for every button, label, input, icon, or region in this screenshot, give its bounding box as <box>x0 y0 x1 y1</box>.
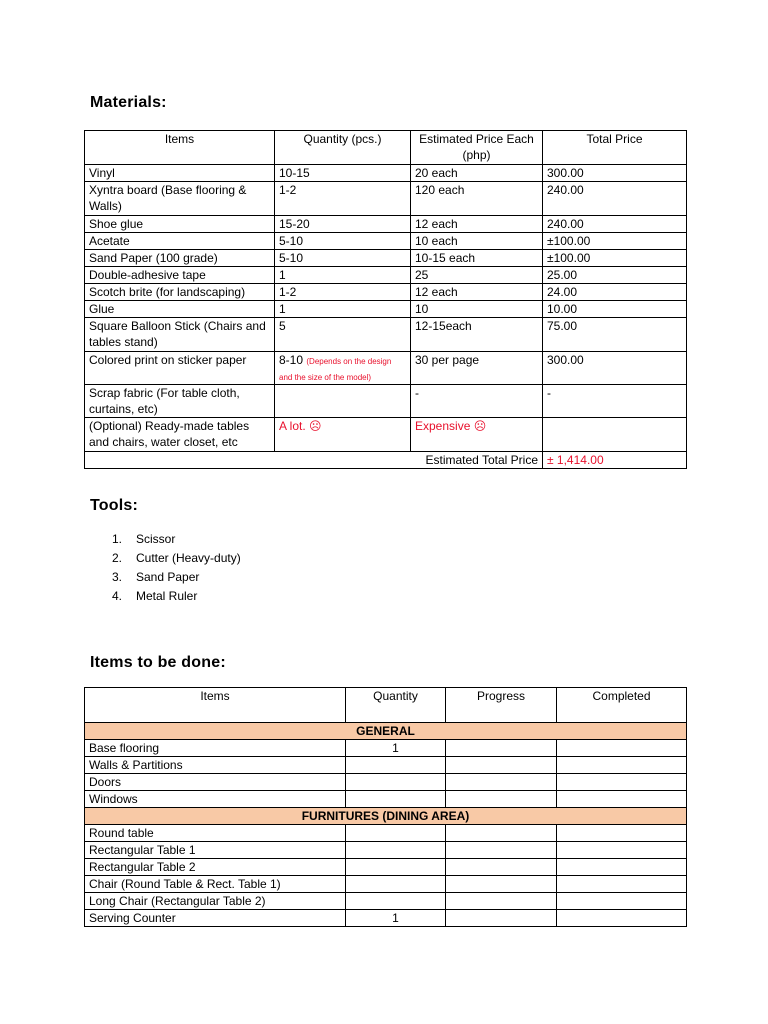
cell-qty: 1-2 <box>275 182 411 216</box>
section-title: FURNITURES (DINING AREA) <box>85 808 687 825</box>
table-row <box>85 216 687 233</box>
table-row <box>85 876 687 893</box>
header-items: Items <box>85 688 346 723</box>
cell-price: 120 each <box>411 182 543 216</box>
cell-completed <box>557 791 687 808</box>
cell-item: Long Chair (Rectangular Table 2) <box>85 893 346 910</box>
table-row <box>85 910 687 927</box>
cell-qty: 10-15 <box>275 165 411 182</box>
list-item: 3. Sand Paper <box>112 570 200 584</box>
table-row <box>85 757 687 774</box>
cell-completed <box>557 910 687 927</box>
header-total-price: Total Price <box>543 131 687 165</box>
cell-qty: 1 <box>275 267 411 284</box>
cell-completed <box>557 757 687 774</box>
cell-qty: 5-10 <box>275 233 411 250</box>
cell-item: Windows <box>85 791 346 808</box>
total-value: ± 1,414.00 <box>543 452 687 469</box>
todo-table <box>84 687 687 927</box>
cell-item: Serving Counter <box>85 910 346 927</box>
cell-price: 10 each <box>411 233 543 250</box>
cell-progress <box>446 842 557 859</box>
cell-total: 24.00 <box>543 284 687 301</box>
cell-item: Glue <box>85 301 275 318</box>
header-price-each: Estimated Price Each (php) <box>411 131 543 165</box>
cell-item: Doors <box>85 774 346 791</box>
cell-qty: 5 <box>275 318 411 352</box>
table-row <box>85 352 687 385</box>
tool-label: Scissor <box>136 532 176 546</box>
cell-item: Base flooring <box>85 740 346 757</box>
table-row <box>85 418 687 452</box>
table-row <box>85 284 687 301</box>
cell-progress <box>446 757 557 774</box>
cell-total: 75.00 <box>543 318 687 352</box>
cell-qty <box>346 791 446 808</box>
cell-price: 12-15each <box>411 318 543 352</box>
table-row <box>85 825 687 842</box>
cell-qty <box>346 774 446 791</box>
cell-progress <box>446 893 557 910</box>
cell-total: 25.00 <box>543 267 687 284</box>
table-row <box>85 267 687 284</box>
tool-label: Metal Ruler <box>136 589 198 603</box>
table-row <box>85 250 687 267</box>
cell-completed <box>557 740 687 757</box>
cell-qty: 1 <box>275 301 411 318</box>
table-row <box>85 385 687 418</box>
qty-value: 8-10 <box>279 353 304 367</box>
table-row <box>85 301 687 318</box>
cell-total: 240.00 <box>543 182 687 216</box>
cell-total: 10.00 <box>543 301 687 318</box>
cell-completed <box>557 825 687 842</box>
cell-total: - <box>543 385 687 418</box>
cell-price: 20 each <box>411 165 543 182</box>
cell-price: Expensive ☹ <box>411 418 543 452</box>
cell-completed <box>557 774 687 791</box>
cell-qty: 1 <box>346 910 446 927</box>
table-row <box>85 182 687 216</box>
cell-item: Shoe glue <box>85 216 275 233</box>
cell-total: ±100.00 <box>543 233 687 250</box>
tools-heading: Tools: <box>90 497 139 514</box>
cell-qty: 15-20 <box>275 216 411 233</box>
table-row <box>85 859 687 876</box>
tool-label: Cutter (Heavy-duty) <box>136 551 241 565</box>
table-row <box>85 165 687 182</box>
cell-qty: 1-2 <box>275 284 411 301</box>
table-row <box>85 893 687 910</box>
cell-item: Double-adhesive tape <box>85 267 275 284</box>
cell-total <box>543 418 687 452</box>
cell-price: 10 <box>411 301 543 318</box>
cell-completed <box>557 893 687 910</box>
cell-qty <box>275 352 411 385</box>
total-row <box>85 452 687 469</box>
cell-item: Scrap fabric (For table cloth, curtains, etc) <box>85 385 275 418</box>
header-items: Items <box>85 131 275 165</box>
cell-item: Square Balloon Stick (Chairs and tables stand) <box>85 318 275 352</box>
cell-progress <box>446 859 557 876</box>
list-item: 4. Metal Ruler <box>112 589 198 603</box>
table-row <box>85 842 687 859</box>
cell-progress <box>446 774 557 791</box>
cell-total: 300.00 <box>543 165 687 182</box>
cell-item: Vinyl <box>85 165 275 182</box>
cell-price: 12 each <box>411 216 543 233</box>
header-completed: Completed <box>557 688 687 723</box>
cell-item: Acetate <box>85 233 275 250</box>
materials-table <box>84 130 687 469</box>
cell-completed <box>557 842 687 859</box>
cell-item: Sand Paper (100 grade) <box>85 250 275 267</box>
cell-item: Rectangular Table 2 <box>85 859 346 876</box>
cell-progress <box>446 825 557 842</box>
table-header-row <box>85 688 687 723</box>
cell-price: 25 <box>411 267 543 284</box>
cell-item: Colored print on sticker paper <box>85 352 275 385</box>
cell-qty <box>346 757 446 774</box>
list-item: 1. Scissor <box>112 532 176 546</box>
cell-progress <box>446 876 557 893</box>
cell-completed <box>557 876 687 893</box>
cell-item: Walls & Partitions <box>85 757 346 774</box>
cell-price: 12 each <box>411 284 543 301</box>
cell-item: (Optional) Ready-made tables and chairs, water closet, etc <box>85 418 275 452</box>
cell-price: 10-15 each <box>411 250 543 267</box>
table-row <box>85 740 687 757</box>
list-item: 2. Cutter (Heavy-duty) <box>112 551 241 565</box>
table-row <box>85 774 687 791</box>
cell-total: ±100.00 <box>543 250 687 267</box>
section-title: GENERAL <box>85 723 687 740</box>
cell-progress <box>446 740 557 757</box>
cell-item: Xyntra board (Base flooring & Walls) <box>85 182 275 216</box>
table-header-row <box>85 131 687 165</box>
materials-heading: Materials: <box>90 94 167 111</box>
cell-price: - <box>411 385 543 418</box>
cell-price: 30 per page <box>411 352 543 385</box>
tools-list <box>112 530 241 606</box>
tool-label: Sand Paper <box>136 570 200 584</box>
table-row <box>85 318 687 352</box>
header-quantity: Quantity <box>346 688 446 723</box>
cell-item: Round table <box>85 825 346 842</box>
table-row <box>85 233 687 250</box>
cell-qty <box>346 876 446 893</box>
section-row-general <box>85 723 687 740</box>
cell-item: Rectangular Table 1 <box>85 842 346 859</box>
header-quantity: Quantity (pcs.) <box>275 131 411 165</box>
table-row <box>85 791 687 808</box>
cell-qty <box>346 859 446 876</box>
qty-note: (Depends on the design and the size of the model) <box>279 357 392 382</box>
cell-item: Scotch brite (for landscaping) <box>85 284 275 301</box>
cell-completed <box>557 859 687 876</box>
header-progress: Progress <box>446 688 557 723</box>
section-row-furnitures <box>85 808 687 825</box>
cell-progress <box>446 910 557 927</box>
todo-heading: Items to be done: <box>90 654 226 671</box>
cell-qty: A lot. ☹ <box>275 418 411 452</box>
cell-qty <box>346 842 446 859</box>
cell-total: 300.00 <box>543 352 687 385</box>
cell-progress <box>446 791 557 808</box>
cell-qty: 1 <box>346 740 446 757</box>
cell-total: 240.00 <box>543 216 687 233</box>
total-label: Estimated Total Price <box>85 452 543 469</box>
cell-item: Chair (Round Table & Rect. Table 1) <box>85 876 346 893</box>
cell-qty: 5-10 <box>275 250 411 267</box>
cell-qty <box>346 893 446 910</box>
cell-qty <box>275 385 411 418</box>
cell-qty <box>346 825 446 842</box>
